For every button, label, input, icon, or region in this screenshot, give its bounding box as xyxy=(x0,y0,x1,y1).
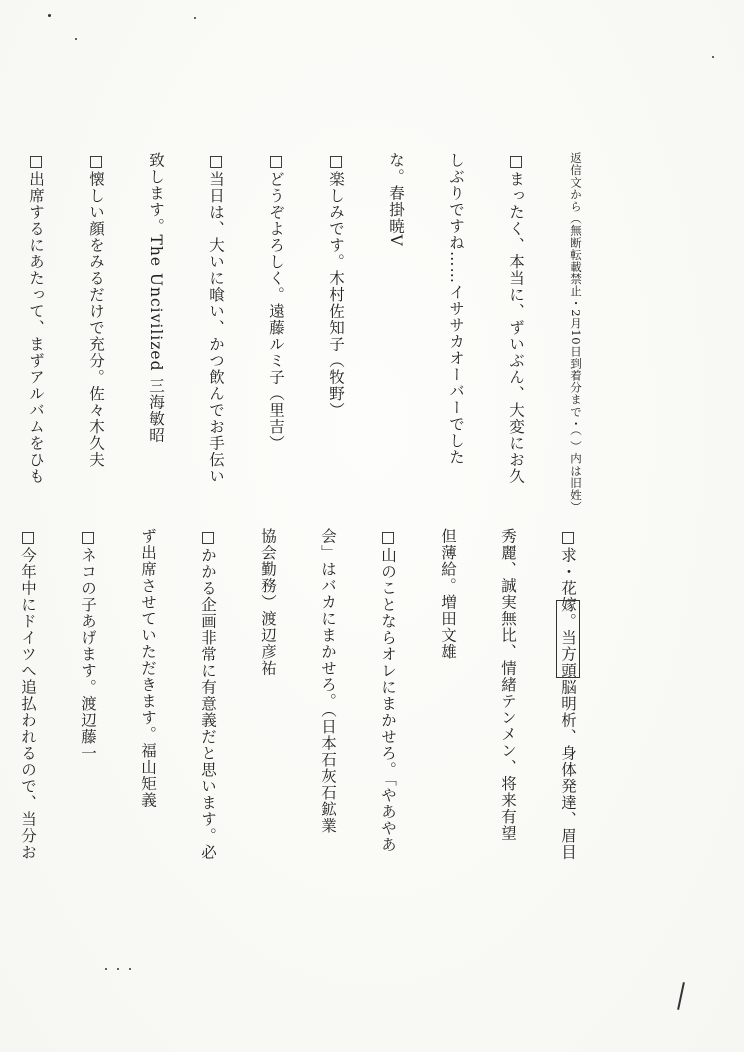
text-column: 協会勤務）渡辺彦祐 xyxy=(259,528,277,677)
text-column: ず出席させていただきます。福山矩義 xyxy=(139,528,157,809)
text-column: □求・花嫁。当方頭脳明析、身体発達、眉目 xyxy=(559,528,577,861)
text-column: □ネコの子あげます。渡辺藤一 xyxy=(79,528,97,762)
text-column: □楽しみです。木村佐知子（牧野） xyxy=(327,152,345,419)
upper-text-block xyxy=(0,152,626,514)
scan-speck xyxy=(194,17,196,19)
text-column: 会」はバカにまかせろ。（日本石灰石鉱業 xyxy=(319,528,337,834)
scan-speck xyxy=(129,968,131,970)
pen-stroke-mark xyxy=(677,982,685,1010)
scan-speck xyxy=(105,968,107,970)
text-column: □当日は、大いに喰い、かつ飲んでお手伝い xyxy=(207,152,225,485)
lower-text-block xyxy=(0,528,618,861)
text-column: □かかる企画非常に有意義だと思います。必 xyxy=(199,528,217,861)
text-column: □どうぞよろしく。遠藤ルミ子（里吉） xyxy=(267,152,285,452)
scan-speck xyxy=(48,14,51,17)
text-column: □まったく、本当に、ずいぶん、大変にお久 xyxy=(507,152,525,485)
scan-speck xyxy=(117,968,119,970)
text-column: しぶりですね……イササカオーバーでした xyxy=(447,152,465,466)
text-column: 但薄給。増田文雄 xyxy=(439,528,457,660)
scan-speck xyxy=(75,38,77,40)
text-column: □出席するにあたって、まずアルバムをひも xyxy=(27,152,45,485)
scan-speck xyxy=(712,56,714,58)
text-column: □懐しい顔をみるだけで充分。佐々木久夫 xyxy=(87,152,105,468)
handwritten-box-annotation xyxy=(556,600,580,678)
text-column: 致します。The Uncivilized 三海敏昭 xyxy=(147,152,165,444)
header-line: 返信文から（無断転載禁止・2月10日到着分まで・（ ）内は旧姓） xyxy=(569,152,583,514)
text-column: 秀麗、誠実無比、情緒テンメン、将来有望 xyxy=(499,528,517,842)
text-column: □山のことならオレにまかせろ。「やあやあ xyxy=(379,528,397,853)
text-column: な。春掛暁V xyxy=(387,152,405,247)
text-column: □今年中にドイツへ追払われるので、当分お xyxy=(19,528,37,861)
